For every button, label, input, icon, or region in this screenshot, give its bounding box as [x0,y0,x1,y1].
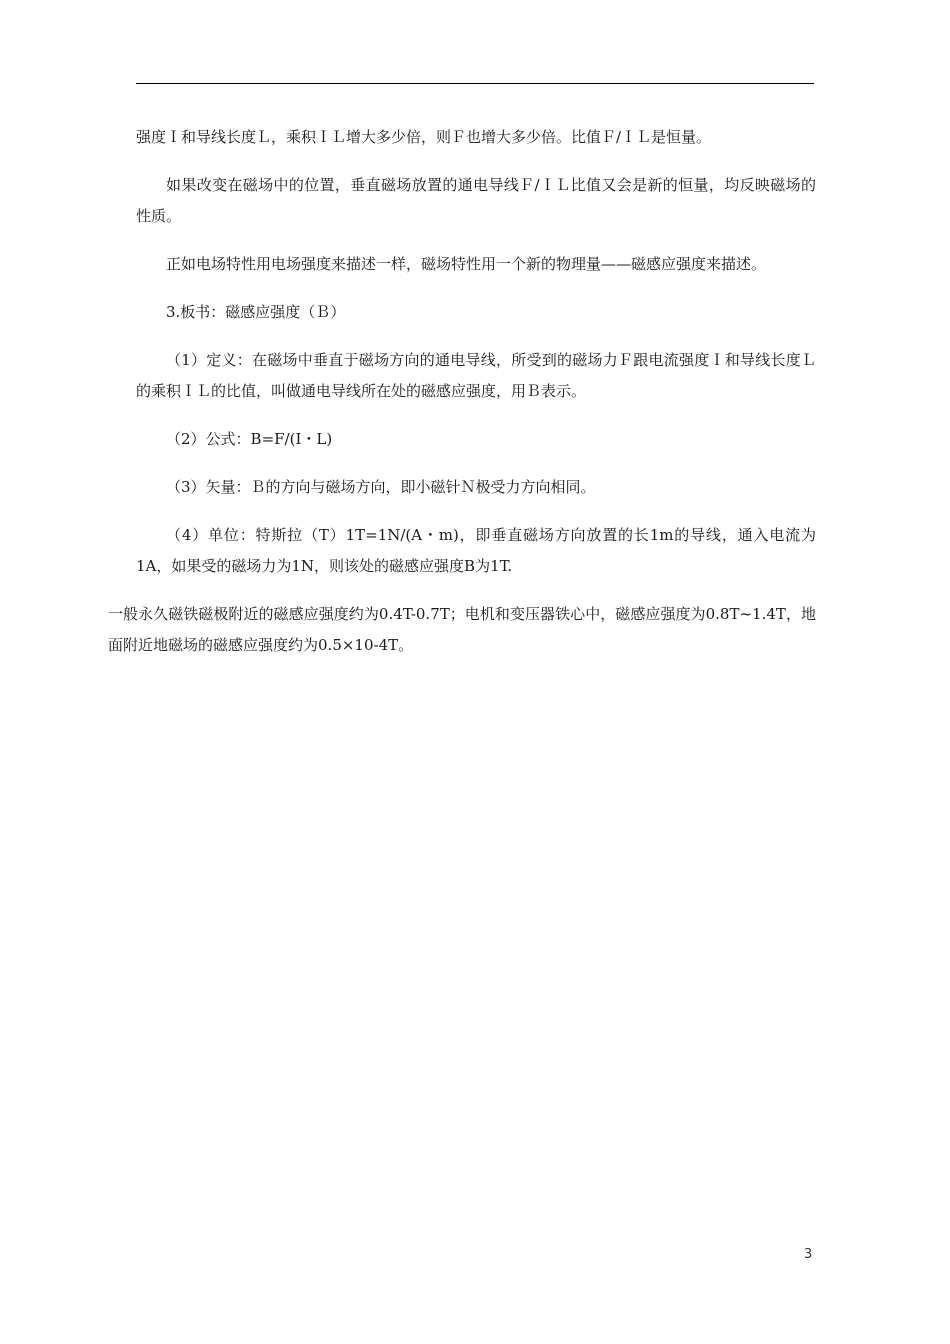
paragraph-vector: （3）矢量：Ｂ的方向与磁场方向，即小磁针Ｎ极受力方向相同。 [166,478,596,496]
paragraph-new-quantity: 正如电场特性用电场强度来描述一样，磁场特性用一个新的物理量——磁感应强度来描述。 [166,255,767,273]
header-rule [136,83,814,84]
paragraph-typical-values: 一般永久磁铁磁极附近的磁感应强度约为0.4T-0.7T；电机和变压器铁心中，磁感应强度为0.8T~1.4T，地面附近地磁场的磁感应强度约为0.5×10-4T。 [108,605,816,654]
page-number: 3 [804,1247,813,1262]
paragraph-definition: （1）定义：在磁场中垂直于磁场方向的通电导线，所受到的磁场力Ｆ跟电流强度Ｉ和导线长度Ｌ的乘积ＩＬ的比值，叫做通电导线所在处的磁感应强度，用Ｂ表示。 [136,351,816,400]
paragraph-ratio-constant: 强度Ｉ和导线长度Ｌ，乘积ＩＬ增大多少倍，则Ｆ也增大多少倍。比值Ｆ/ＩＬ是恒量。 [136,128,712,146]
paragraph-position-change: 如果改变在磁场中的位置，垂直磁场放置的通电导线Ｆ/ＩＬ比值又会是新的恒量，均反映磁场的性质。 [136,176,816,225]
paragraph-formula: （2）公式：B=F/(I・L) [166,430,333,448]
document-body [108,122,816,678]
section-heading-magnetic-induction: 3.板书：磁感应强度（Ｂ） [166,303,346,321]
paragraph-unit: （4）单位：特斯拉（T）1T=1N/(A・m)，即垂直磁场方向放置的长1m的导线，通入电流为1A，如果受的磁场力为1N，则该处的磁感应强度B为1T. [136,526,816,575]
